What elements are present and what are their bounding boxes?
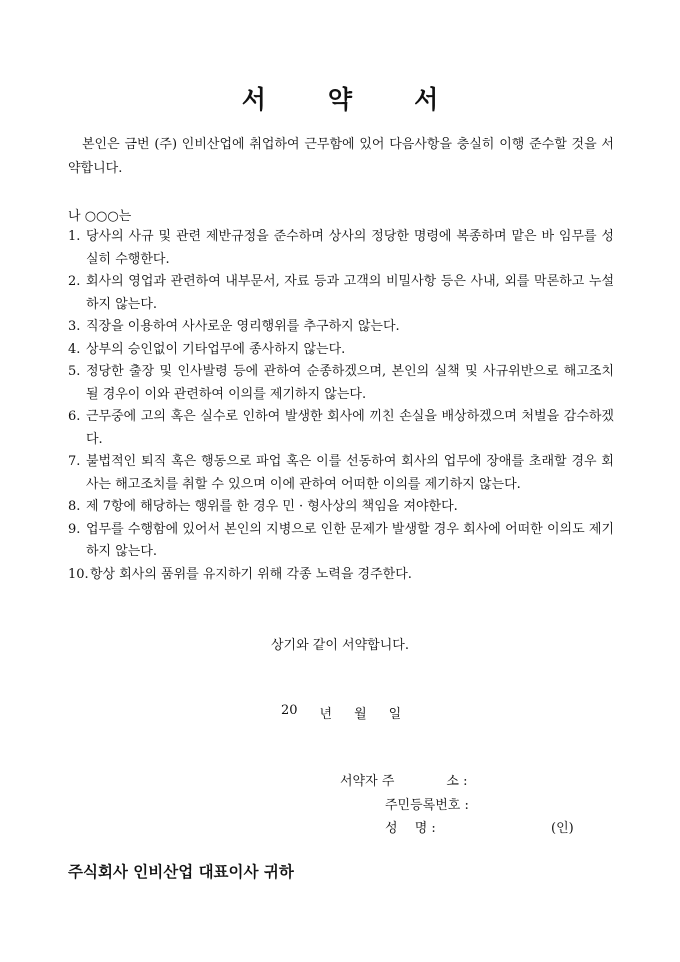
pledge-item-5 <box>68 361 614 406</box>
item-number: 10. <box>68 566 89 582</box>
item-number: 2. <box>68 274 81 289</box>
pledge-item-3 <box>68 316 614 339</box>
title-char-1: 서 <box>241 85 266 114</box>
pledge-item-9 <box>68 519 614 564</box>
signer-name-row <box>385 817 436 836</box>
signer-prefix: 서약자 <box>340 774 378 789</box>
pledge-item-10 <box>68 564 614 587</box>
pledge-item-4 <box>68 339 614 362</box>
closing-statement: 상기와 같이 서약합니다. <box>271 638 409 653</box>
item-text: 회사의 영업과 관련하여 내부문서, 자료 등과 고객의 비밀사항 등은 사내, 외를 막론하고 누설하지 않는다. <box>86 274 614 312</box>
item-number: 9. <box>68 521 81 537</box>
date-year: 20 <box>281 703 298 718</box>
seal-mark: (인) <box>551 821 574 836</box>
item-number: 6. <box>68 409 81 424</box>
pledge-items <box>68 226 614 586</box>
resident-id-label: 주민등록번호 : <box>385 798 469 813</box>
pledge-item-2 <box>68 271 614 316</box>
item-text: 불법적인 퇴직 혹은 행동으로 파업 혹은 이를 선동하여 회사의 업무에 장애를 초래할 경우 회사는 해고조치를 취할 수 있으며 이에 관하여 어떠한 이의를 제기하지 않는다. <box>86 454 614 492</box>
pledger-line: 나 ○○○는 <box>68 209 132 224</box>
item-text: 직장을 이용하여 사사로운 영리행위를 추구하지 않는다. <box>86 319 400 334</box>
item-number: 5. <box>68 364 81 379</box>
signer-id-row <box>385 794 469 813</box>
document-title <box>0 80 680 116</box>
signer-address-row <box>340 770 467 789</box>
title-char-2: 약 <box>327 85 353 114</box>
address-label: 주 소 : <box>381 774 468 789</box>
item-number: 4. <box>68 341 81 357</box>
item-text: 당사의 사규 및 관련 제반규정을 준수하며 상사의 정당한 명령에 복종하며 맡은 바 임무를 성실히 수행한다. <box>86 229 614 267</box>
item-text: 항상 회사의 품위를 유지하기 위해 각종 노력을 경주한다. <box>90 566 412 582</box>
item-number: 8. <box>68 499 81 514</box>
name-label: 성 명 : <box>385 821 436 836</box>
item-number: 7. <box>68 454 81 469</box>
item-text: 업무를 수행함에 있어서 본인의 지병으로 인한 문제가 발생할 경우 회사에 어떠한 이의도 제기하지 않는다. <box>86 521 614 559</box>
date-year-unit: 년 <box>319 707 333 722</box>
item-number: 3. <box>68 319 81 334</box>
title-char-3: 서 <box>414 85 439 114</box>
pledge-item-7 <box>68 451 614 496</box>
date-line <box>281 703 401 722</box>
date-month-unit: 월 <box>354 707 367 722</box>
item-text: 근무중에 고의 혹은 실수로 인하여 발생한 회사에 끼친 손실을 배상하겠으며 처벌을 감수하겠다. <box>86 409 614 447</box>
intro-paragraph: 본인은 금번 (주) 인비산업에 취업하여 근무함에 있어 다음사항을 충실히 이행 준수할 것을 서약합니다. <box>68 137 614 176</box>
pledge-item-8 <box>68 496 614 519</box>
item-number: 1. <box>68 229 81 244</box>
item-text: 정당한 출장 및 인사발령 등에 관하여 순종하겠으며, 본인의 실책 및 사규위반으로 해고조치 될 경우이 이와 관련하여 이의를 제기하지 않는다. <box>86 364 614 402</box>
addressee: 주식회사 인비산업 대표이사 귀하 <box>68 862 294 881</box>
pledge-item-6 <box>68 406 614 451</box>
item-text: 제 7항에 해당하는 행위를 한 경우 민 · 형사상의 책임을 져야한다. <box>86 499 458 514</box>
pledge-item-1 <box>68 226 614 271</box>
date-day-unit: 일 <box>388 707 402 722</box>
item-text: 상부의 승인없이 기타업무에 종사하지 않는다. <box>86 341 346 357</box>
